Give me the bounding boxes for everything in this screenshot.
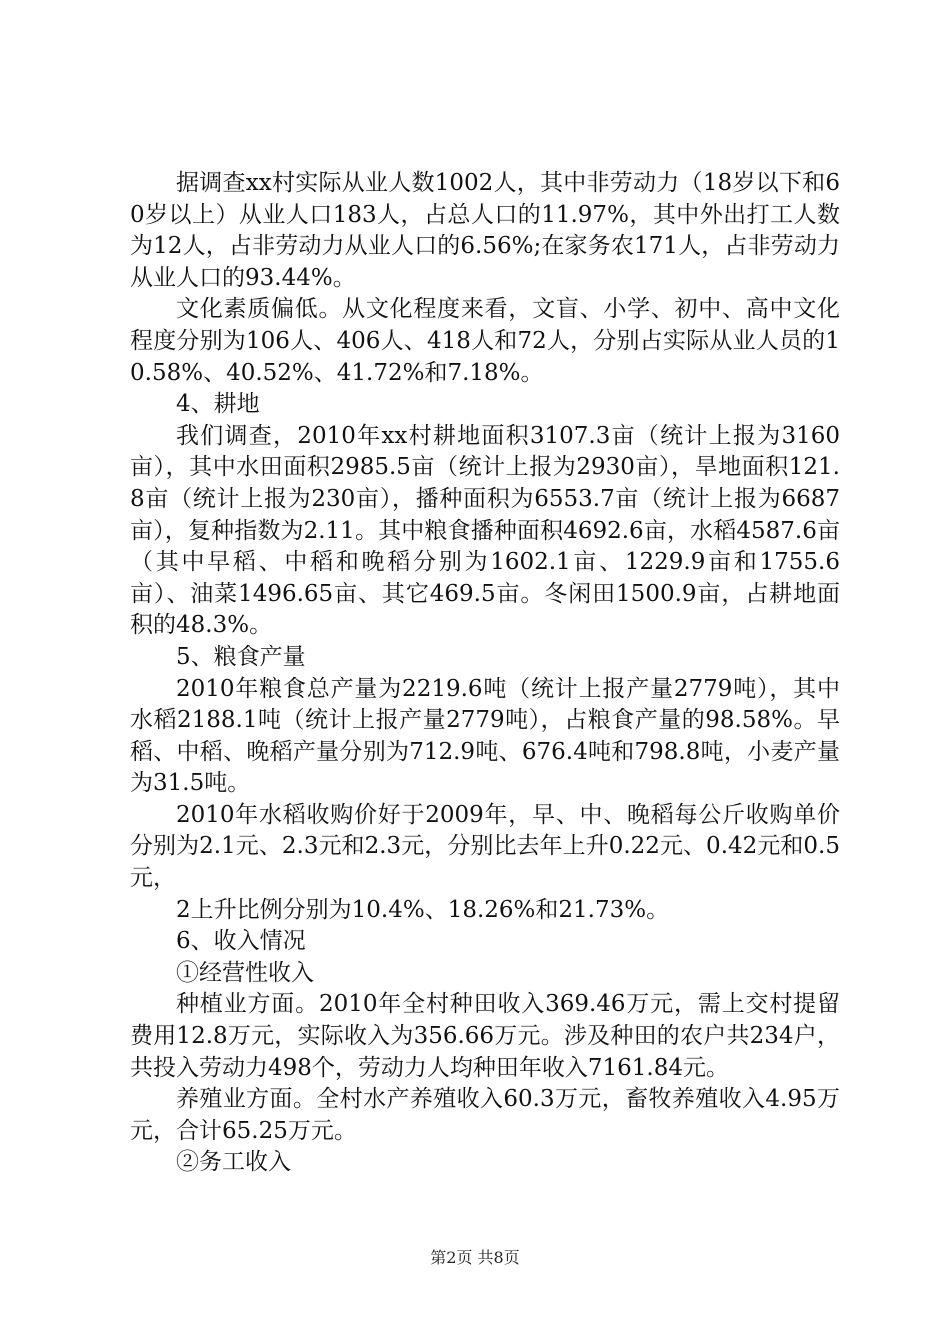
section-heading-income: 6、收入情况 <box>176 928 306 955</box>
section-heading-grain-output: 5、粮食产量 <box>176 643 306 670</box>
paragraph-planting-income: 种植业方面。2010年全村种田收入369.46万元，需上交村提留费用12.8万元，实际收入为356.66万元。涉及种田的农户共234户，共投入劳动力498个，劳动力人均种田年收入7161.84元。 <box>130 991 840 1081</box>
paragraph-price-increase: 2上升比例分别为10.4%、18.26%和21.73%。 <box>176 896 670 923</box>
paragraph-rice-price: 2010年水稻收购价好于2009年，早、中、晚稻每公斤收购单价分别为2.1元、2.3元和2.3元，分别比去年上升0.22元、0.42元和0.5元， <box>130 801 840 892</box>
section-heading-farmland: 4、耕地 <box>176 391 260 418</box>
paragraph-grain-output: 2010年粮食总产量为2219.6吨（统计上报产量2779吨），其中水稻2188.1吨（统计上报产量2779吨），占粮食产量的98.58%。早稻、中稻、晚稻产量分别为712.9吨、676.4吨和798.8吨，小麦产量为31.5吨。 <box>130 675 840 797</box>
document-body <box>130 168 840 1179</box>
paragraph-employment: 据调查xx村实际从业人数1002人，其中非劳动力（18岁以下和60岁以上）从业人口183人，占总人口的11.97%，其中外出打工人数为12人，占非劳动力从业人口的6.56%;在家务农171人，占非劳动力从业人口的93.44%。 <box>130 170 840 291</box>
subheading-operating-income: ①经营性收入 <box>176 959 314 986</box>
paragraph-education: 文化素质偏低。从文化程度来看，文盲、小学、初中、高中文化程度分别为106人、406人、418人和72人，分别占实际从业人员的10.58%、40.52%、41.72%和7.18%。 <box>130 296 840 386</box>
subheading-labor-income: ②务工收入 <box>176 1149 291 1176</box>
paragraph-breeding-income: 养殖业方面。全村水产养殖收入60.3万元，畜牧养殖收入4.95万元，合计65.25万元。 <box>130 1086 840 1144</box>
page-footer: 第2页 共8页 <box>430 1248 520 1267</box>
paragraph-farmland: 我们调查，2010年xx村耕地面积3107.3亩（统计上报为3160亩），其中水田面积2985.5亩（统计上报为2930亩），旱地面积121.8亩（统计上报为230亩），播种面积为6553.7亩（统计上报为6687亩），复种指数为2.11。其中粮食播种面积4692.6亩，水稻4587.6亩（其中早稻、中稻和晚稻分别为1602.1亩、1229.9亩和1755.6亩）、油菜1496.65亩、其它469.5亩。冬闲田1500.9亩，占耕地面积的48.3%。 <box>130 422 840 639</box>
